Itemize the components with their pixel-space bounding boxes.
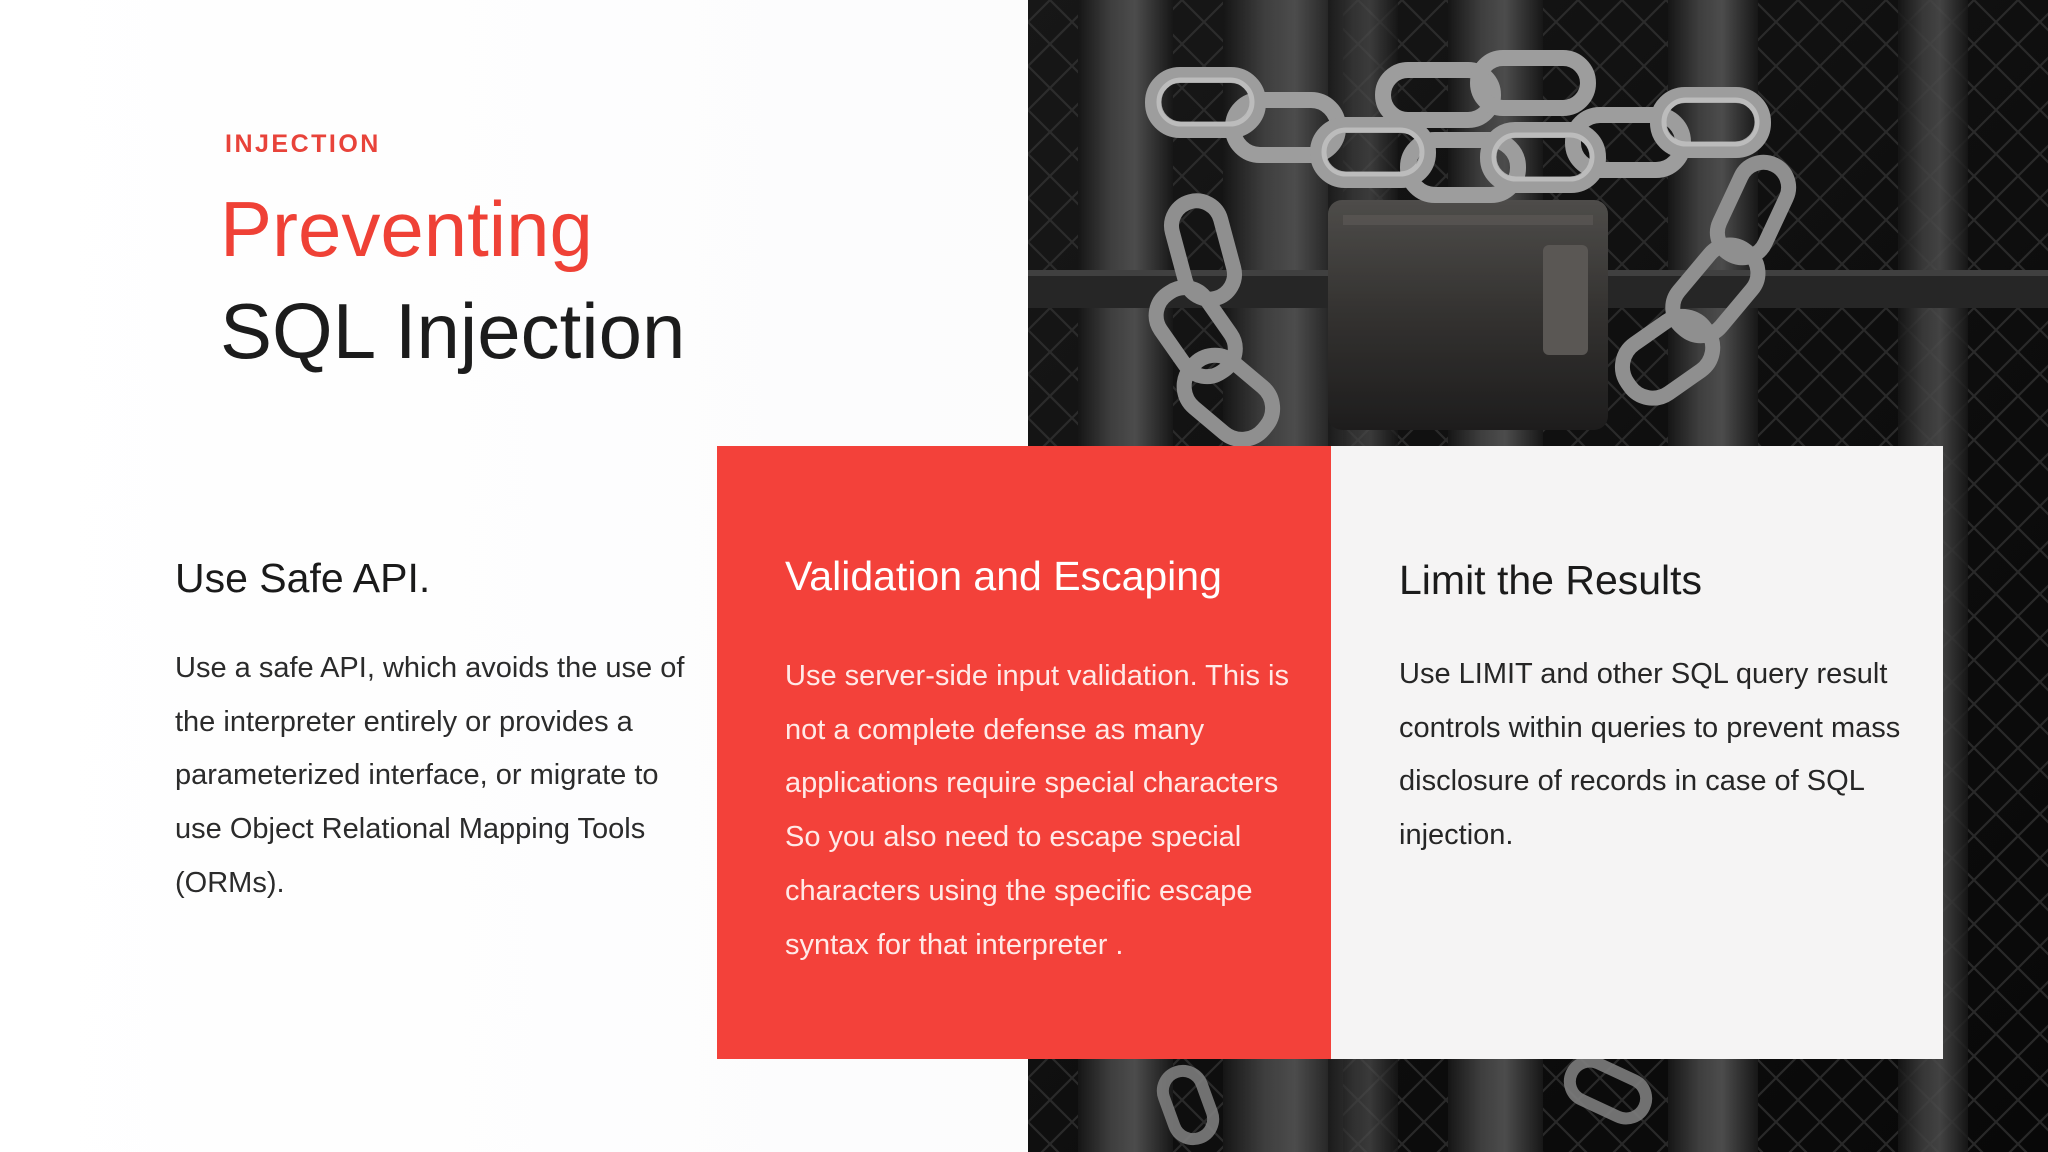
card-body: Use server-side input validation. This is not a complete defense as many applications require special characters So you also need to escape special characters using the specific escape syntax for that interpreter . — [785, 660, 1289, 961]
title-line-main: SQL Injection — [220, 287, 686, 375]
card-heading: Limit the Results — [1399, 557, 1703, 603]
card-heading: Validation and Escaping — [785, 553, 1222, 599]
card-safe-api — [175, 552, 695, 911]
card-heading: Use Safe API. — [175, 555, 431, 601]
title-line-accent: Preventing — [220, 185, 593, 273]
slide-title — [220, 178, 685, 382]
card-limit-results — [1331, 446, 1943, 1059]
card-body: Use LIMIT and other SQL query result controls within queries to prevent mass disclosure of records in case of SQL injection. — [1399, 658, 1901, 852]
card-body: Use a safe API, which avoids the use of the interpreter entirely or provides a parameterized interface, or migrate to use Object Relational Mapping Tools (ORMs). — [175, 652, 685, 899]
section-eyebrow: INJECTION — [225, 130, 381, 158]
card-validation-escaping — [717, 446, 1331, 1059]
